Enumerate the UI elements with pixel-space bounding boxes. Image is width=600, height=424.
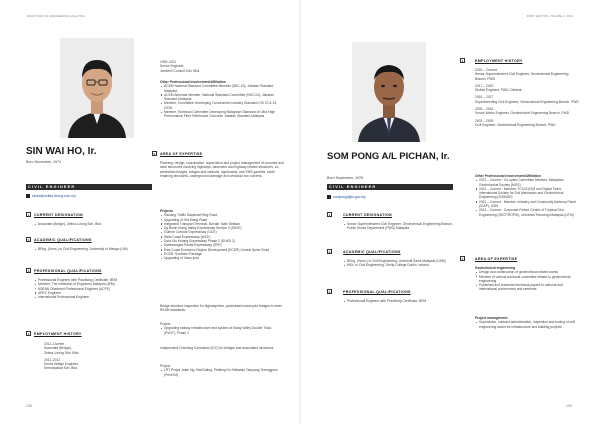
section-title-expertise-left: AREA OF EXPERTISE: [160, 152, 203, 156]
person-name-left: SIN WAI HO, Ir.: [26, 146, 97, 157]
list-item: ASEAN Chartered Professional Engineer (ACPE): [34, 287, 152, 291]
section-title-expertise-right: AREA OF EXPERTISE: [475, 257, 518, 261]
section-number-icon: 3: [27, 269, 30, 273]
section-number-icon: 2: [27, 238, 30, 242]
current-designation-list-right: [343, 222, 461, 231]
list-item: Supervision, contract administration, inspection and testing of civil engineering works for infrastructure and building projects: [475, 320, 580, 329]
email-row-left[interactable]: [26, 194, 76, 198]
list-item: 2021 – Current : Co-opted Committee Member, Malaysian Geotechnical Society (MGS): [475, 178, 580, 187]
portrait-photo-sin-wai-ho: [60, 38, 134, 138]
checker-project-block: [160, 364, 284, 377]
projects-left: [160, 209, 284, 261]
employment-period: 2016 – 2017: [475, 95, 494, 100]
birth-date-left: Born December, 1974: [26, 160, 61, 164]
list-item: Member, Committee Developing Construction Industry Standard CIS 22 & 23, CIDB: [160, 101, 284, 110]
email-text-left[interactable]: sinwh@zetbur-leong.com.my: [32, 194, 76, 198]
list-item: Upgrading railway infrastructure and system at Klang Valley Double Track (KVDT), Phase 2: [160, 326, 284, 335]
section-title-current-designation-left: CURRENT DESIGNATION: [34, 213, 83, 217]
list-item: Professional Engineer with Practising Certificate, BEM: [34, 278, 152, 282]
list-item: Guthrie Corridor Expressway (GCE): [160, 230, 284, 234]
section-title-academic-left: ACADEMIC QUALIFICATIONS: [34, 238, 92, 242]
left-running-header: WHO'S WHO IN ENGINEERING MALAYSIA: [27, 15, 85, 18]
bridge-inspection-paragraph: Bridge structure inspection for highway/river, pedestrian/motorcycle bridges to meet REAM standards.: [160, 304, 282, 313]
birth-date-right: Born September, 1978: [327, 176, 363, 180]
list-item: BEng. (Hons.) in Civil Engineering, Universiti Sains Malaysia (USM): [343, 259, 461, 263]
employment-role: Senior Bridge Engineer,: [44, 362, 79, 367]
other-involvement-title: Other Professional Involvement/Affiliation: [160, 80, 226, 84]
projects-title: Projects: [160, 209, 174, 213]
project-label: Project: [160, 322, 171, 326]
list-item: Rawang Traffic Dispersal Ring Road: [160, 213, 284, 217]
academic-list-right: [343, 259, 461, 268]
email-text-right[interactable]: sompong@jkr.gov.my: [333, 195, 366, 199]
role-bar-left: CIVIL ENGINEER: [26, 184, 152, 190]
employment-period: 2012–Current: [44, 342, 65, 346]
section-title-current-designation-right: CURRENT DESIGNATION: [343, 213, 392, 217]
list-item: International Professional Engineer: [34, 295, 152, 299]
section-number-icon: 5: [461, 257, 464, 261]
employment-period: 2009 – 2016: [475, 107, 494, 112]
employment-history-right: [475, 68, 580, 127]
employment-period: 2003 – 2009: [475, 118, 494, 123]
list-item: BEng. (Hons.) in Civil Engineering, University of Malaya (UM): [34, 247, 152, 251]
list-item: Professional Engineer with Practising Certificate, BEM: [343, 299, 461, 303]
geotechnical-block: [475, 266, 580, 292]
list-item: East Coast Economic Region Development (ECER) Central Spine Road: [160, 248, 284, 252]
section-title-employment-left: EMPLOYMENT HISTORY: [34, 332, 82, 336]
list-item: ACEM National Standard Committee Member (NSC-16), Jabatan Standard Malaysia: [160, 84, 284, 93]
page-number-left: 138: [26, 404, 32, 408]
other-involvement-right: [475, 174, 580, 217]
employment-period: 2011–2012: [44, 357, 61, 362]
checker-paragraph: Independent Checking Consultant (ICC) for bridges and associated structures: [160, 346, 274, 350]
employment-role: Superintending Civil Engineer, Geotechnical Engineering Branch, PWD: [475, 99, 579, 104]
section-title-professional-right: PROFESSIONAL QUALIFICATIONS: [343, 290, 411, 294]
section-number-icon: 1: [27, 213, 30, 217]
current-designation-list-left: [34, 222, 152, 226]
academic-list-left: [34, 247, 152, 251]
other-involvement-left: [160, 80, 284, 119]
employment-company: Kerhanpakat Sdn. Bhd.: [44, 366, 79, 371]
employment-company: Zetbur-Leong Sdn. Bhd.: [44, 350, 80, 355]
list-item: Member, The Institution of Engineers Malaysia (IEM): [34, 282, 152, 286]
employment-role: Associate (Bridge),: [44, 346, 72, 351]
person-name-right: SOM PONG A/L PICHAN, Ir.: [327, 151, 450, 162]
list-item: 2021 – Current : Member, TC103 (ISM and Digital Twins, International Society for Soil Mechanics and Geotechnical Engineering (ISSMGE): [475, 187, 580, 200]
page-gutter: [299, 0, 301, 424]
professional-list-left: [34, 278, 152, 299]
employment-history-continued-left: [160, 60, 280, 73]
list-item: Design and construction of geotechnical related works: [475, 270, 580, 274]
section-number-icon: 3: [328, 290, 331, 294]
expertise-paragraph-left: Planning, design, coordination, supervision and project management of concrete and steel structures involving highways, basement and highway related structures, co-pedestrian bridges, bridges and viaducts, signboards, and VMS gantries, earth retaining structures, underground drainage and vehicular box culverts.: [160, 161, 284, 178]
right-running-header: FIRST EDITION, VOLUME 2, 2023: [526, 15, 573, 18]
list-item: Upgrading of Jalan Ipoh: [160, 256, 284, 260]
section-number-icon: 4: [27, 332, 30, 336]
list-item: Member, Technical Committee Developing Malaysian Standard of Ultra High Performance Fibre Reinforced Concrete, Jabatan Standard Malaysia: [160, 110, 284, 119]
employment-period: 2020 – Current: [475, 68, 497, 72]
list-item: ACEM Alternate Member, National Standard Committee (NSC-04), Jabatan Standard Malaysia: [160, 93, 284, 102]
email-row-right[interactable]: [327, 195, 365, 199]
list-item: ECER: Southern Package: [160, 252, 284, 256]
page-number-right: 139: [566, 404, 572, 408]
list-item: West Coast Expressway (WCE): [160, 235, 284, 239]
geotechnical-title: Geotechnical engineering: [475, 266, 516, 270]
section-number-icon: 2: [328, 250, 331, 254]
section-number-icon: 1: [328, 213, 331, 217]
section-number-icon: 5: [153, 152, 156, 156]
email-icon: [327, 195, 331, 199]
bridge-project-block: [160, 322, 284, 335]
section-title-professional-left: PROFESSIONAL QUALIFICATIONS: [34, 269, 102, 273]
employment-period: 1999–2011: [160, 60, 177, 64]
section-number-icon: 4: [461, 59, 464, 63]
employment-role: Senior Superintendent Civil Engineer, Geotechnical Engineering Branch, PWD: [475, 72, 569, 81]
email-icon: [26, 194, 30, 198]
employment-role: District Engineer, PWD, Dimbak: [475, 88, 522, 93]
role-bar-right: CIVIL ENGINEER: [327, 184, 453, 190]
list-item: Member of various technical committee related to geotechnical engineering: [475, 275, 580, 284]
section-title-academic-right: ACADEMIC QUALIFICATIONS: [343, 250, 401, 254]
list-item: Associate (Bridge), Zetbur-Leong Sdn. Bhd.: [34, 222, 152, 226]
project-management-title: Project management: [475, 316, 508, 320]
list-item: Senior Superintendent Civil Engineer, Geotechnical Engineering Branch, Public Works Department (PWD) Malaysia: [343, 222, 461, 231]
section-title-employment-right: EMPLOYMENT HISTORY: [475, 59, 523, 63]
list-item: Integrated Transport Terminal, Bandar Tasik Selatan: [160, 222, 284, 226]
list-item: 2014 – Current : Corporate Fellow, Centre of Tropical Geo-Engineering (GEOTROPIK), Universiti Teknologi Malaysia (UTM): [475, 208, 580, 217]
list-item: APEC Engineer: [34, 291, 152, 295]
portrait-photo-som-pong: [352, 42, 426, 142]
employment-period: 2017 – 2020: [475, 83, 494, 88]
list-item: LRT Projek Jalan Ng, Mat Daling, Petaling Ke Setiawan Tampang Terengganu (Pesti IM): [160, 368, 284, 377]
other-involvement-title: Other Professional Involvement/Affiliation: [475, 174, 541, 178]
list-item: Duta-Ulu Kelang Expressway Phase 2 (DUKE 2): [160, 239, 284, 243]
employment-company: Jurutech Consult Sdn. Bhd.: [160, 68, 201, 73]
list-item: Published and presented technical papers in national and international conferences and seminars: [475, 283, 580, 292]
professional-list-right: [343, 299, 461, 303]
list-item: Setiawangsa-Pantai Expressway (SPE): [160, 243, 284, 247]
employment-role: Senior Engineer,: [160, 64, 185, 69]
list-item: Sg Buloh Klang Valley Expressway Section 3 (SKVE): [160, 226, 284, 230]
employment-role: Civil Engineer, Geotechnical Engineering Branch, PWD: [475, 122, 556, 127]
list-item: Upgrading of Old Klang Road: [160, 218, 284, 222]
list-item: 2021 – Current : Member, Industry and Community Advisory Panel (ICAP), USM: [475, 200, 580, 209]
project-management-block: [475, 316, 580, 329]
employment-history-left: [44, 342, 152, 371]
list-item: MSc. in Civil Engineering, Trinity College Dublin, Ireland: [343, 263, 461, 267]
employment-role: Senior Works Engineer, Geotechnical Engineering Branch, PWD: [475, 111, 570, 116]
project-label: Project: [160, 364, 171, 368]
